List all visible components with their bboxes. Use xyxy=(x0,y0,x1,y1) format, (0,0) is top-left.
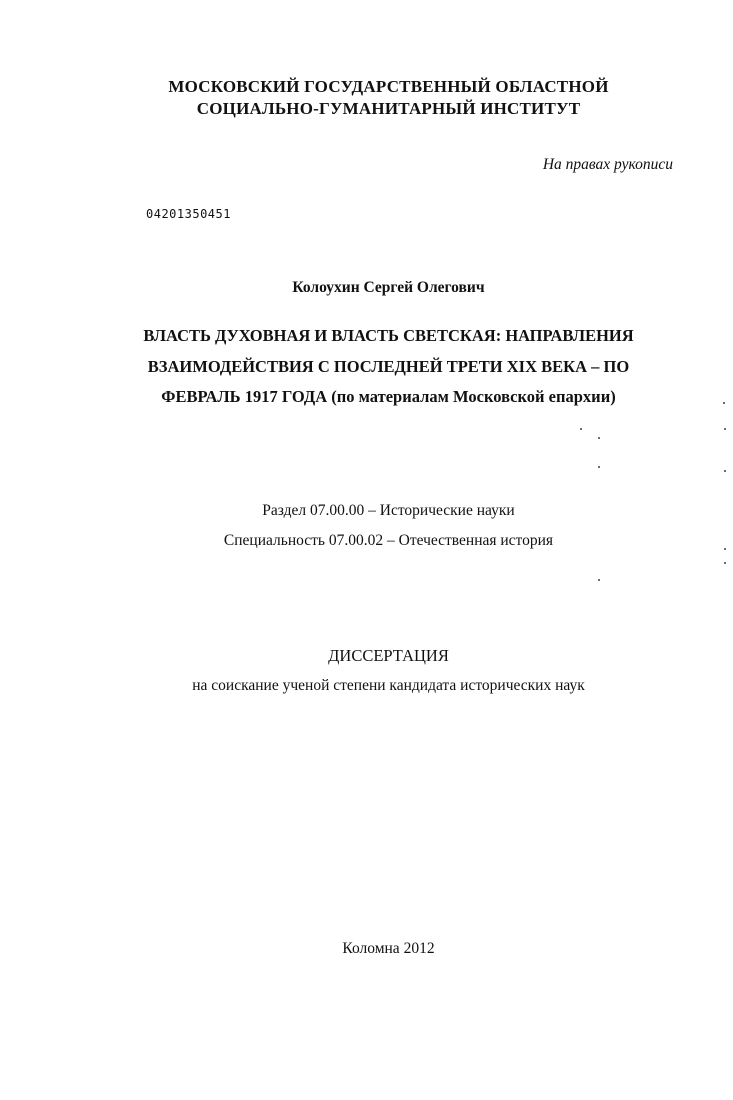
institution-line-2: СОЦИАЛЬНО-ГУМАНИТАРНЫЙ ИНСТИТУТ xyxy=(196,99,581,118)
scan-speck xyxy=(598,466,600,468)
dissertation-title xyxy=(22,321,733,413)
scan-speck xyxy=(724,428,726,430)
document-type: ДИССЕРТАЦИЯ xyxy=(328,646,449,665)
scan-speck xyxy=(723,402,725,404)
scan-speck xyxy=(724,548,726,550)
degree-line: на соискание ученой степени кандидата исторических наук xyxy=(192,677,585,694)
speciality-line: Специальность 07.00.02 – Отечественная история xyxy=(223,532,554,549)
place-year: Коломна 2012 xyxy=(342,940,435,957)
rights-note: На правах рукописи xyxy=(542,156,673,173)
scan-speck xyxy=(580,428,582,430)
institution-name xyxy=(22,76,733,120)
title-line-3: ФЕВРАЛЬ 1917 ГОДА (по материалам Московской епархии) xyxy=(161,387,616,406)
scan-speck xyxy=(724,562,726,564)
author-name: Колоухин Сергей Олегович xyxy=(292,279,485,296)
catalog-number: 04201350451 xyxy=(146,207,231,221)
title-line-2: ВЗАИМОДЕЙСТВИЯ С ПОСЛЕДНЕЙ ТРЕТИ XIX ВЕКА – ПО xyxy=(147,356,630,376)
scan-speck xyxy=(724,470,726,472)
scan-speck xyxy=(598,579,600,581)
scan-speck xyxy=(598,437,600,439)
section-line: Раздел 07.00.00 – Исторические науки xyxy=(262,502,515,519)
title-line-1: ВЛАСТЬ ДУХОВНАЯ И ВЛАСТЬ СВЕТСКАЯ: НАПРАВЛЕНИЯ xyxy=(143,326,634,345)
institution-line-1: МОСКОВСКИЙ ГОСУДАРСТВЕННЫЙ ОБЛАСТНОЙ xyxy=(168,77,609,96)
